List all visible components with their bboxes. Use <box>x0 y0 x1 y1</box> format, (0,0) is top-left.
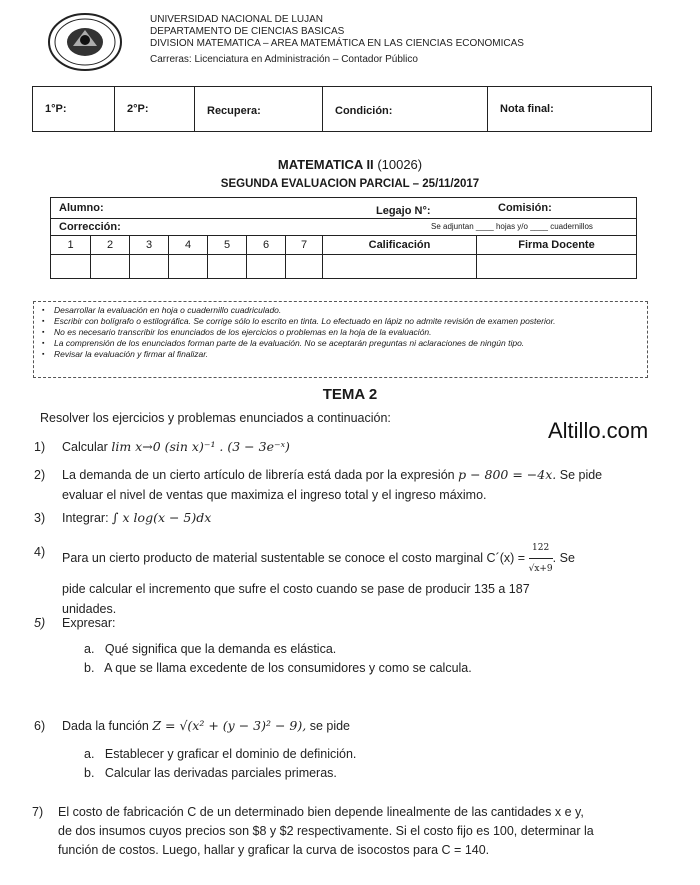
question-math: p − 800 = −4x. <box>458 467 557 482</box>
note-item: ▪ Desarrollar la evaluación en hoja o cuadernillo cuadriculado. <box>48 305 643 316</box>
question-text: Integrar: <box>62 511 109 525</box>
grid-col-7 <box>286 236 323 278</box>
header-university: UNIVERSIDAD NACIONAL DE LUJAN <box>150 14 323 25</box>
question-text: La demanda de un cierto artículo de librería está dada por la expresión <box>62 468 455 482</box>
grade-nota-final: Nota final: <box>500 103 554 115</box>
sub-text: A que se llama excedente de los consumidores y como se calcula. <box>104 661 472 675</box>
question-text: pide calcular el incremento que sufre el costo cuando se pase de producir 135 a 187 <box>62 582 530 596</box>
question-number: 2) <box>34 468 46 482</box>
question-5a <box>84 640 336 658</box>
fraction-numerator: 122 <box>529 538 553 559</box>
grid-num: 3 <box>130 236 168 255</box>
question-text: Para un cierto producto de material sustentable se conoce el costo marginal C´(x) = <box>62 550 526 565</box>
calificacion-label: Calificación <box>323 236 476 255</box>
sub-text: Establecer y graficar el dominio de definición. <box>104 747 357 761</box>
grade-recupera: Recupera: <box>195 87 323 131</box>
firma-label: Firma Docente <box>477 236 636 255</box>
question-5b <box>84 659 472 677</box>
student-table <box>50 197 637 279</box>
sub-text: Qué significa que la demanda es elástica. <box>104 642 337 656</box>
question-text: se pide <box>309 719 351 733</box>
header-division: DIVISION MATEMATICA – AREA MATEMÁTICA EN LAS CIENCIAS ECONOMICAS <box>150 38 524 49</box>
grid-col-1 <box>51 236 91 278</box>
question-4 <box>34 538 657 619</box>
question-2 <box>34 465 652 505</box>
correccion-label: Corrección: <box>59 221 121 233</box>
sub-label: b. <box>84 661 95 675</box>
question-text: . Se <box>552 550 575 565</box>
grid-num: 2 <box>91 236 129 255</box>
question-6b <box>84 764 337 782</box>
fraction <box>529 538 553 579</box>
comision-label: Comisión: <box>498 202 552 214</box>
grades-box <box>32 86 652 132</box>
exam-subtitle: SEGUNDA EVALUACION PARCIAL – 25/11/2017 <box>220 178 480 190</box>
grid-num: 1 <box>51 236 90 255</box>
header-careers: Carreras: Licenciatura en Administración – Contador Público <box>150 54 418 65</box>
grid-col-6 <box>247 236 286 278</box>
question-text: El costo de fabricación C de un determinado bien depende linealmente de las cantidades x e y, <box>58 805 584 819</box>
note-item: ▪ La comprensión de los enunciados forman parte de la evaluación. No se aceptarán preguntas ni aclaraciones de ningún tipo. <box>48 338 643 349</box>
question-number: 5) <box>34 616 46 630</box>
correction-grid <box>51 236 636 278</box>
grid-col-5 <box>208 236 247 278</box>
question-number: 3) <box>34 511 46 525</box>
question-text: Expresar: <box>62 616 116 630</box>
sub-text: Calcular las derivadas parciales primeras. <box>104 766 337 780</box>
grid-col-4 <box>169 236 208 278</box>
question-1 <box>34 437 290 457</box>
exam-title-text: MATEMATICA II <box>277 157 374 172</box>
note-item: ▪ Escribir con bolígrafo o estilográfica. Se corrige sólo lo escrito en tinta. Lo efectuado en lápiz no admite revisión de examen posterior. <box>48 316 643 327</box>
question-math: lim x→0 (sin x)⁻¹ . (3 − 3e⁻ˣ) <box>111 439 290 454</box>
question-3 <box>34 508 212 528</box>
question-7 <box>32 803 658 860</box>
note-item: ▪ No es necesario transcribir los enunciados de los ejercicios o problemas en la hoja de la evaluación. <box>48 327 643 338</box>
alumno-label: Alumno: <box>59 202 104 214</box>
question-text: unidades. <box>62 602 117 616</box>
grid-num: 4 <box>169 236 207 255</box>
grade-condicion: Condición: <box>323 87 488 131</box>
question-text: evaluar el nivel de ventas que maximiza el ingreso total y el ingreso máximo. <box>62 488 487 502</box>
question-6a <box>84 745 356 763</box>
grid-col-2 <box>91 236 130 278</box>
question-number: 6) <box>34 719 46 733</box>
instructions-notes <box>33 301 648 378</box>
question-text: función de costos. Luego, hallar y graficar la curva de isocostos para C = 140. <box>58 843 490 857</box>
question-number: 7) <box>32 805 44 819</box>
student-row-1 <box>51 198 636 219</box>
question-text: Dada la función <box>62 719 149 733</box>
question-math: ∫ x log(x − 5)dx <box>112 510 212 525</box>
exam-title <box>0 157 700 172</box>
grid-col-calificacion <box>323 236 477 278</box>
fraction-denominator: √x+9 <box>528 564 553 574</box>
grid-col-3 <box>130 236 169 278</box>
question-number: 1) <box>34 440 46 454</box>
instructions-text: Resolver los ejercicios y problemas enunciados a continuación: <box>40 411 391 425</box>
question-text: Se pide <box>559 468 603 482</box>
grid-num: 6 <box>247 236 285 255</box>
question-number: 4) <box>34 545 46 559</box>
grade-2p: 2°P: <box>115 87 195 131</box>
student-row-2 <box>51 219 636 236</box>
note-item: ▪ Revisar la evaluación y firmar al finalizar. <box>48 349 643 360</box>
legajo-label: Legajo N°: <box>376 205 431 217</box>
question-text: de dos insumos cuyos precios son $8 y $2 respectivamente. Si el costo fijo es 100, determinar la <box>58 824 594 838</box>
sub-label: b. <box>84 766 95 780</box>
question-6 <box>34 716 351 736</box>
question-text: Calcular <box>62 440 108 454</box>
exam-code: (10026) <box>377 157 423 172</box>
watermark: Altillo.com <box>548 418 649 443</box>
tema-heading: TEMA 2 <box>322 386 378 403</box>
sub-label: a. <box>84 642 95 656</box>
question-5 <box>34 613 116 633</box>
adjuntan-label: Se adjuntan ____ hojas y/o ____ cuadernillos <box>431 222 593 231</box>
header-department: DEPARTAMENTO DE CIENCIAS BASICAS <box>150 26 345 37</box>
question-math: Z = √(x² + (y − 3)² − 9), <box>152 718 307 733</box>
sub-label: a. <box>84 747 95 761</box>
grid-num: 7 <box>286 236 322 255</box>
grade-1p: 1°P: <box>33 87 115 131</box>
grid-num: 5 <box>208 236 246 255</box>
grid-col-firma <box>477 236 636 278</box>
university-seal-logo <box>45 12 125 72</box>
